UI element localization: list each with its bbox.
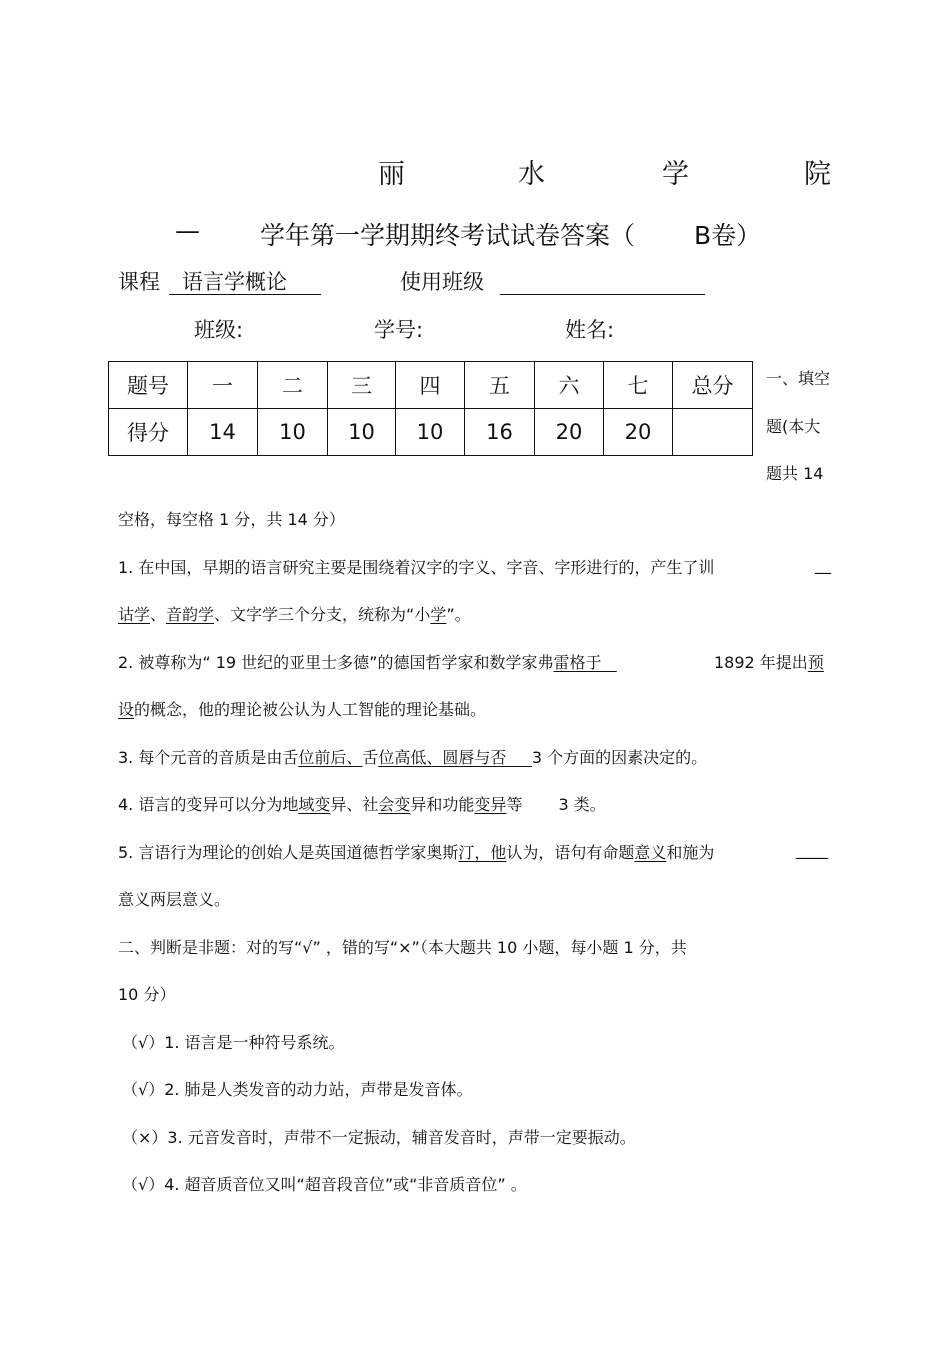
answer-text: 诂学 (118, 605, 151, 624)
school-name-char-4: 院 (804, 159, 831, 190)
school-name-char-2: 水 (518, 159, 545, 190)
text: 等 (506, 795, 523, 814)
class-use-label: 使用班级 (400, 270, 484, 294)
text: ”。 (446, 605, 471, 624)
table-cell: 10 (396, 409, 465, 456)
text: 、 (150, 605, 167, 624)
class-use-blank (500, 268, 705, 295)
q1-line1: 1. 在中国，早期的语言研究主要是围绕着汉字的字义、字音、字形进行的，产生了训 (118, 558, 715, 577)
text: 舌 (362, 748, 379, 767)
q5-blank: ____ (796, 840, 828, 859)
text: 3 类。 (558, 795, 606, 814)
judgement-item: （×）3. 元音发音时，声带不一定振动，辅音发音时，声带一定要振动。 (122, 1128, 636, 1147)
text: 5. 言语行为理论的创始人是英国道德哲学家奥斯 (118, 843, 459, 862)
school-name-char-3: 学 (662, 159, 689, 190)
answer-text: 域变 (298, 795, 331, 814)
name-label: 姓名: (565, 318, 615, 342)
section2-heading-line2: 10 分） (118, 985, 176, 1004)
table-cell: 20 (535, 409, 604, 456)
text (601, 653, 616, 672)
table-cell: 三 (328, 362, 396, 409)
paper-type: B卷） (694, 221, 762, 250)
text: 认为，语句有命题 (506, 843, 635, 862)
answer-text: 意义 (634, 843, 667, 862)
text: 的概念，他的理论被公认为人工智能的理论基础。 (134, 700, 487, 719)
text: 、文字学三个分支，统称为“小 (214, 605, 431, 624)
section1-heading-line3: 题共 14 (766, 464, 824, 483)
table-cell: 20 (604, 409, 673, 456)
table-cell (673, 409, 753, 456)
answer-text: 会变 (378, 795, 411, 814)
judgement-item: （√）1. 语言是一种符号系统。 (122, 1033, 345, 1052)
judgement-item: （√）2. 肺是人类发音的动力站，声带是发音体。 (122, 1080, 473, 1099)
score-table-score-row (109, 409, 753, 456)
text: 1892 年提出 (714, 653, 808, 672)
text (506, 748, 531, 767)
answer-text: 预 (807, 653, 824, 672)
text: 3. 每个元音的音质是由舌 (118, 748, 299, 767)
score-table (108, 361, 753, 456)
answer-text: 汀，他 (458, 843, 507, 862)
table-cell: 四 (396, 362, 465, 409)
table-cell: 总分 (673, 362, 753, 409)
score-table-header-row (109, 362, 753, 409)
table-cell: 六 (535, 362, 604, 409)
answer-text: 位前后、 (298, 748, 363, 767)
q4-line (118, 792, 606, 815)
class-label: 班级: (194, 318, 244, 342)
exam-subtitle: 学年第一学期期终考试试卷答案（ (260, 221, 636, 250)
text: 3 个方面的因素决定的。 (531, 748, 708, 767)
q5-line2: 意义两层意义。 (118, 890, 231, 909)
q2-line2 (118, 697, 486, 720)
text: 异和功能 (410, 795, 475, 814)
section1-heading-line1: 一、填空 (766, 369, 831, 388)
q1-line2 (118, 602, 471, 625)
text: 2. 被尊称为“ 19 世纪的亚里士多德”的德国哲学家和数学家弗 (118, 653, 554, 672)
section2-heading-line1: 二、判断是非题：对的写“√” ，错的写“×”（本大题共 10 小题，每小题 1 分，共 (118, 938, 687, 957)
q1-blank: __ (815, 555, 831, 574)
text: 和施为 (666, 843, 715, 862)
judgement-item: （√）4. 超音质音位又叫“超音段音位”或“非音质音位” 。 (122, 1175, 527, 1194)
q3-line (118, 745, 707, 768)
course-value: 语言学概论 (182, 270, 287, 294)
answer-text: 圆唇与否 (442, 748, 507, 767)
table-cell: 一 (188, 362, 258, 409)
text: 异、社 (330, 795, 379, 814)
table-cell: 16 (465, 409, 535, 456)
answer-text: 音韵学 (166, 605, 215, 624)
school-name-char-1: 丽 (378, 159, 405, 190)
table-cell: 得分 (109, 409, 188, 456)
answer-text: 学 (430, 605, 447, 624)
table-cell: 题号 (109, 362, 188, 409)
course-label: 课程 (118, 270, 160, 294)
table-cell: 14 (188, 409, 258, 456)
answer-text: 位高低、 (378, 748, 443, 767)
table-cell: 10 (258, 409, 328, 456)
answer-text: 变异 (474, 795, 507, 814)
q2-line1-tail (714, 650, 824, 673)
course-value-field (169, 266, 321, 295)
student-id-label: 学号: (374, 318, 424, 342)
section1-heading-cont: 空格，每空格 1 分，共 14 分） (118, 510, 345, 529)
answer-text: 雷格于 (553, 653, 602, 672)
table-cell: 五 (465, 362, 535, 409)
answer-text: 设 (118, 700, 135, 719)
table-cell: 七 (604, 362, 673, 409)
section1-heading-line2: 题(本大 (766, 417, 821, 436)
q5-line1 (118, 840, 714, 863)
text: 4. 语言的变异可以分为地 (118, 795, 299, 814)
table-cell: 二 (258, 362, 328, 409)
table-cell: 10 (328, 409, 396, 456)
year-dash: — (175, 216, 200, 245)
q2-line1 (118, 650, 617, 673)
